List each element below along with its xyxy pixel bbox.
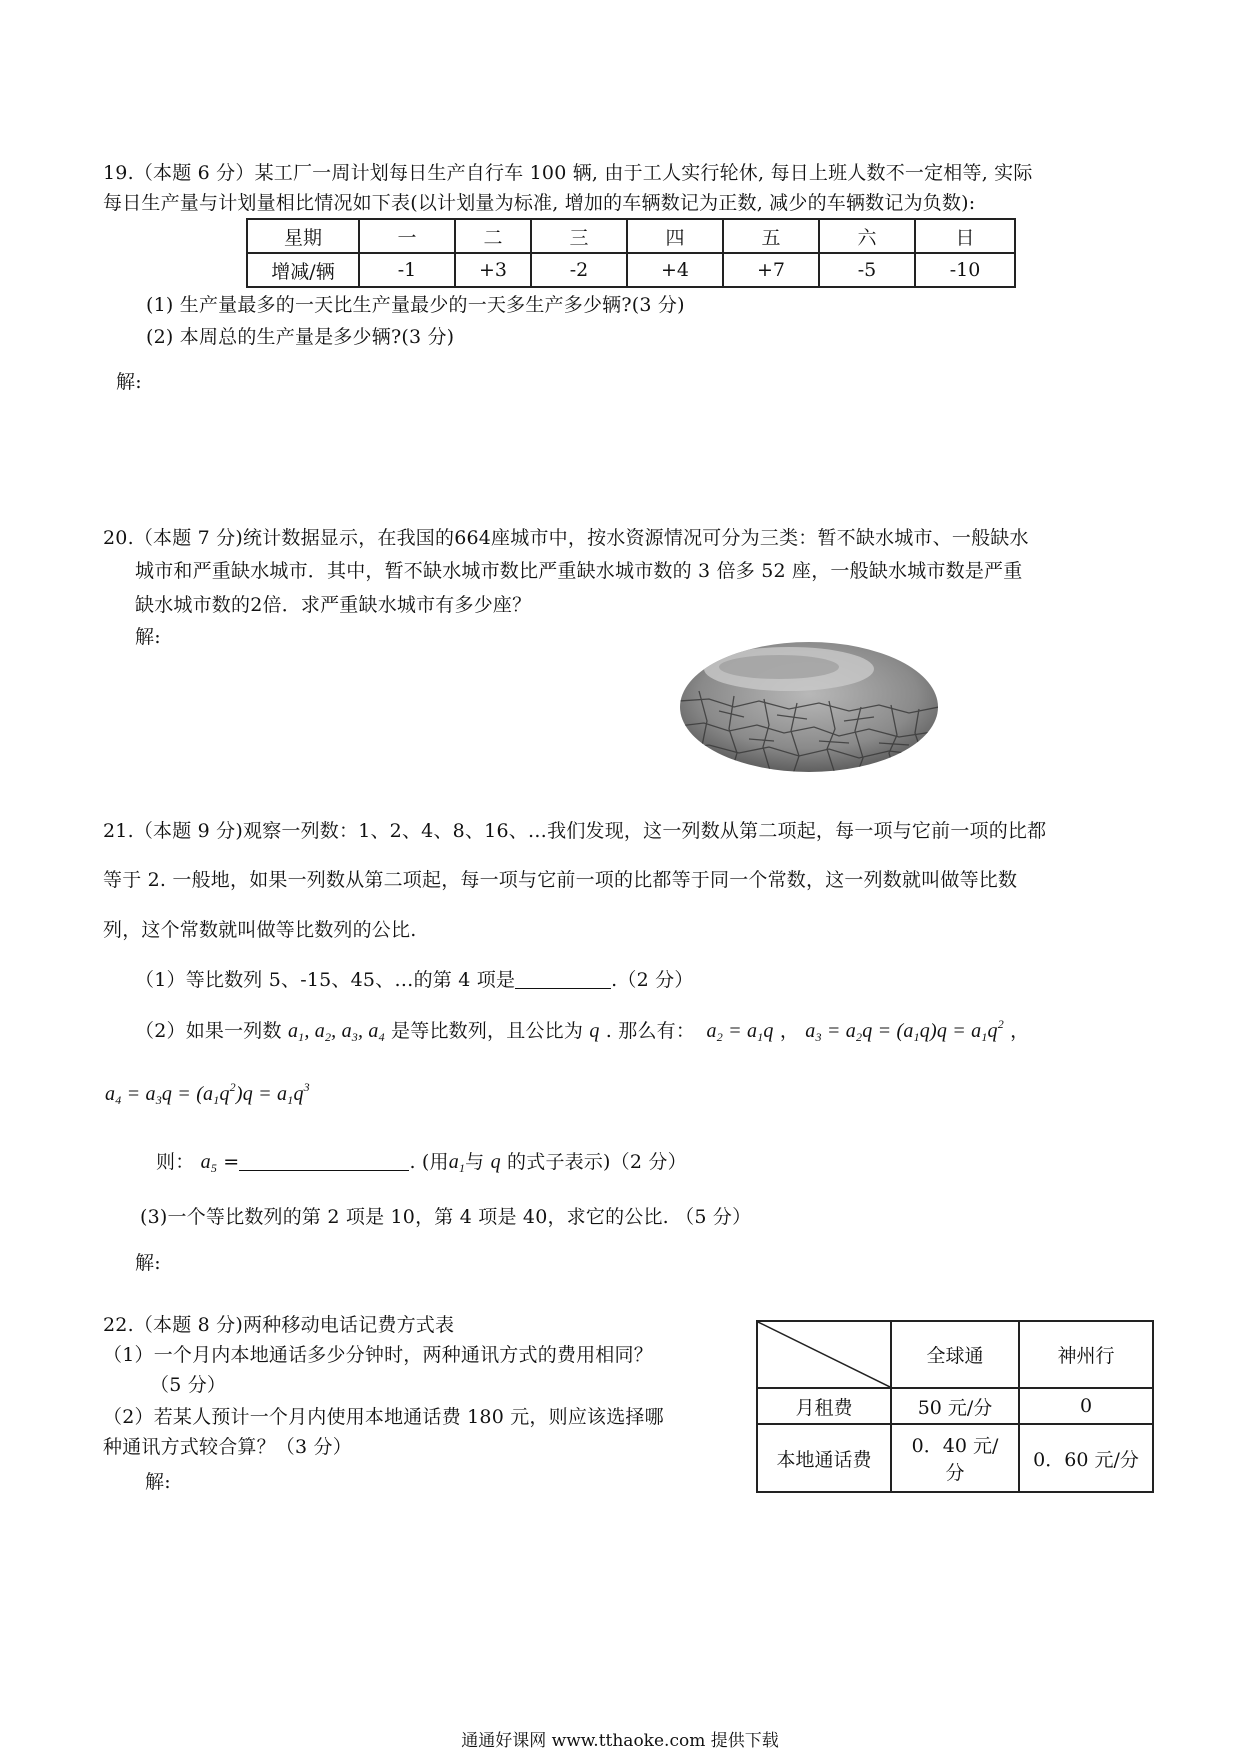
table-row: [757, 1388, 1153, 1424]
table-cell: 0．60 元/分: [1019, 1424, 1153, 1492]
q21-sub2-tail-a: . (用: [409, 1151, 449, 1173]
q20-text-line3: 缺水城市数的2倍．求严重缺水城市有多少座？: [135, 594, 532, 616]
table-header-row: [247, 219, 1015, 253]
table-cell: +3: [455, 253, 531, 287]
math-formula-a3: $a_3 = a_2q = (a_1q)q = a_1q^2$: [805, 1017, 1004, 1044]
math-q: q: [490, 1151, 501, 1173]
q21-sub2-tail-c: 的式子表示)（2 分）: [507, 1151, 687, 1173]
q21-then-label: 则：: [156, 1151, 195, 1173]
q20-text-line1: 20.（本题 7 分)统计数据显示，在我国的664座城市中，按水资源情况可分为三类：暂不缺水城市、一般缺水: [103, 527, 1029, 549]
page-footer: 通通好课网 www.tthaoke.com 提供下载: [461, 1731, 779, 1751]
math-a1: $a_1$: [448, 1151, 466, 1175]
table-cell: 六: [819, 219, 915, 253]
q21-sub1-points: .（2 分）: [611, 969, 694, 991]
table-cell: 本地通话费: [757, 1424, 891, 1492]
q21-text-line1: 21.（本题 9 分)观察一列数：1、2、4、8、16、…我们发现，这一列数从第二项起，每一项与它前一项的比都: [103, 820, 1047, 842]
q21-sub2-fill: 则： $a_5$ = . (用$a_1$与 q 的式子表示)（2 分）: [156, 1151, 687, 1175]
table-cell: 全球通: [891, 1321, 1019, 1388]
q21-sub3: (3)一个等比数列的第 2 项是 10，第 4 项是 40，求它的公比. （5 分）: [140, 1206, 752, 1228]
q22-answer-label: 解:: [145, 1471, 171, 1493]
q21-sub2-text: （2）如果一列数: [135, 1020, 282, 1042]
cell-line: 0．40 元/: [911, 1435, 999, 1457]
math-formula-a2: $a_2 = a_1q$: [701, 1020, 774, 1044]
q22-sub1-b: （5 分）: [150, 1374, 227, 1396]
q21-sub1-text: （1）等比数列 5、-15、45、…的第 4 项是: [135, 969, 516, 991]
q22-sub2-b: 种通讯方式较合算？（3 分）: [103, 1436, 352, 1458]
math-sequence: $a_1$, $a_2$, $a_3$, $a_4$: [287, 1020, 385, 1044]
q22-sub1-a: （1）一个月内本地通话多少分钟时，两种通讯方式的费用相同？: [103, 1344, 653, 1366]
table-cell: -2: [531, 253, 627, 287]
table-cell: 月租费: [757, 1388, 891, 1424]
math-a5: $a_5$: [200, 1151, 218, 1175]
table-cell: +4: [627, 253, 723, 287]
q22-text-line1: 22.（本题 8 分)两种移动电话记费方式表: [103, 1314, 455, 1336]
table-cell: 五: [723, 219, 819, 253]
table-cell: 三: [531, 219, 627, 253]
q21-sub2-text-post: . 那么有：: [605, 1020, 696, 1042]
table-cell: -5: [819, 253, 915, 287]
q22-sub2-a: （2）若某人预计一个月内使用本地通话费 180 元，则应该选择哪: [103, 1406, 664, 1428]
table-cell: 神州行: [1019, 1321, 1153, 1388]
table-cell: 四: [627, 219, 723, 253]
q19-sub1: (1) 生产量最多的一天比生产量最少的一天多生产多少辆?(3 分): [146, 294, 685, 316]
phone-billing-table: [756, 1320, 1154, 1493]
q21-answer-label: 解:: [135, 1252, 161, 1274]
q20-text-line2: 城市和严重缺水城市．其中，暂不缺水城市数比严重缺水城市数的 3 倍多 52 座，一般缺水城市数是严重: [135, 560, 1023, 582]
q19-text-line2: 每日生产量与计划量相比情况如下表(以计划量为标准, 增加的车辆数记为正数, 减少的车辆数记为负数):: [103, 192, 976, 214]
table-cell: 星期: [247, 219, 359, 253]
table-cell: 增减/辆: [247, 253, 359, 287]
diagonal-line: [758, 1322, 890, 1387]
q21-sub2: （2）如果一列数 $a_1$, $a_2$, $a_3$, $a_4$ 是等比数列，且公比为 q . 那么有： $a_2 = a_1q$ ， $a_3 = a_2q = (a_1q)q = a_1q^2$ ，: [135, 1017, 1030, 1044]
production-table: [246, 218, 1016, 288]
table-cell: 二: [455, 219, 531, 253]
table-cell: +7: [723, 253, 819, 287]
math-q: q: [589, 1020, 600, 1042]
table-cell: 一: [359, 219, 455, 253]
q21-sub2-text-mid: 是等比数列，且公比为: [391, 1020, 584, 1042]
q21-text-line2: 等于 2. 一般地，如果一列数从第二项起，每一项与它前一项的比都等于同一个常数，这一列数就叫做等比数: [103, 869, 1018, 891]
q21-formula-a4: [105, 1080, 310, 1108]
math-formula-a4: $a_4 = a_3q = (a_1q^2)q = a_1q^3$: [105, 1080, 310, 1107]
table-cell: 0: [1019, 1388, 1153, 1424]
answer-blank[interactable]: [515, 970, 611, 989]
answer-blank[interactable]: [239, 1152, 409, 1171]
q19-sub2: (2) 本周总的生产量是多少辆?(3 分): [146, 326, 455, 348]
table-cell: -1: [359, 253, 455, 287]
q19-text-line1: 19.（本题 6 分）某工厂一周计划每日生产自行车 100 辆, 由于工人实行轮休, 每日上班人数不一定相等, 实际: [103, 162, 1033, 184]
q21-text-line3: 列，这个常数就叫做等比数列的公比.: [103, 919, 417, 941]
diagonal-header-cell: [757, 1321, 891, 1388]
table-cell: [891, 1424, 1019, 1492]
table-row: [757, 1424, 1153, 1492]
q21-sub2-tail-b: 与: [465, 1151, 485, 1173]
q19-answer-label: 解:: [116, 371, 142, 393]
table-row: [247, 253, 1015, 287]
cracked-earth-image: [679, 641, 939, 774]
table-cell: 日: [915, 219, 1015, 253]
cell-line: 分: [945, 1462, 965, 1484]
table-cell: 50 元/分: [891, 1388, 1019, 1424]
q20-answer-label: 解:: [135, 626, 161, 648]
table-cell: -10: [915, 253, 1015, 287]
q21-sub1: [135, 965, 694, 992]
table-header-row: [757, 1321, 1153, 1388]
